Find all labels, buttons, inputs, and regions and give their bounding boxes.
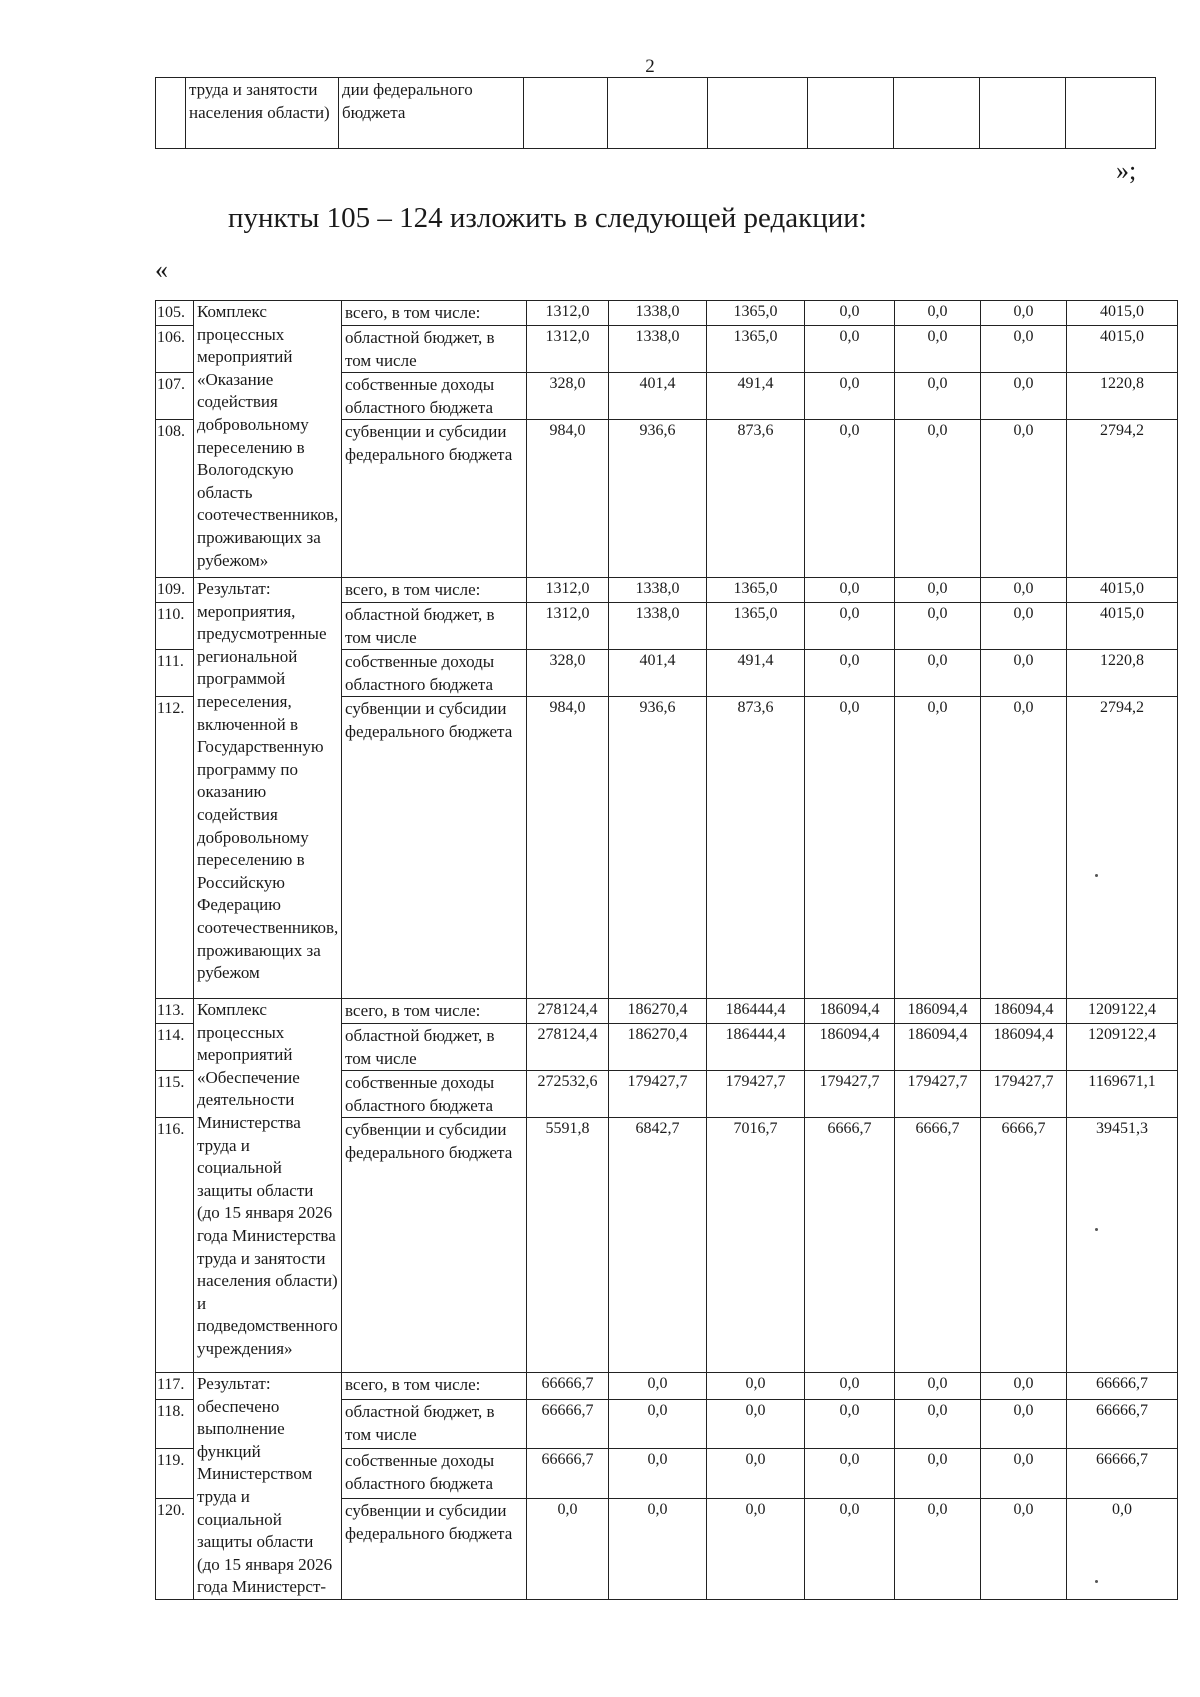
value-cell: 984,0 xyxy=(527,697,609,999)
value-cell: 0,0 xyxy=(981,603,1067,650)
total-value-cell: 1169671,1 xyxy=(1067,1071,1178,1118)
value-cell: 984,0 xyxy=(527,420,609,578)
value-cell: 401,4 xyxy=(609,373,707,420)
value-cell: 0,0 xyxy=(895,301,981,326)
value-cell: 1365,0 xyxy=(707,301,805,326)
value-cell: 0,0 xyxy=(805,326,895,373)
funding-source-label: всего, в том числе: xyxy=(342,578,527,603)
value-cell: 0,0 xyxy=(981,420,1067,578)
row-number: 119. xyxy=(156,1449,194,1499)
row-number: 120. xyxy=(156,1499,194,1600)
value-cell: 0,0 xyxy=(805,578,895,603)
value-cell: 6666,7 xyxy=(895,1118,981,1373)
value-cell: 0,0 xyxy=(707,1399,805,1449)
value-cell: 0,0 xyxy=(895,1449,981,1499)
value-cell: 1338,0 xyxy=(609,603,707,650)
value-cell: 0,0 xyxy=(805,301,895,326)
total-value-cell: 2794,2 xyxy=(1067,420,1178,578)
value-cell: 0,0 xyxy=(609,1373,707,1400)
value-cell: 873,6 xyxy=(707,420,805,578)
value-cell: 0,0 xyxy=(895,373,981,420)
value-cell: 0,0 xyxy=(805,650,895,697)
row-number: 115. xyxy=(156,1071,194,1118)
cont-value-cell xyxy=(808,78,894,149)
value-cell: 0,0 xyxy=(895,697,981,999)
activity-description: Результат: обеспечено выполнение функций Министерством труда и социальной защиты области (до 15 января 2026 года Министерст- xyxy=(194,1373,342,1600)
total-value-cell: 1209122,4 xyxy=(1067,999,1178,1024)
value-cell: 186094,4 xyxy=(981,1024,1067,1071)
row-number: 114. xyxy=(156,1024,194,1071)
value-cell: 0,0 xyxy=(805,1499,895,1600)
continuation-table xyxy=(155,77,1156,149)
value-cell: 328,0 xyxy=(527,373,609,420)
funding-source-label: субвенции и субсидии федерального бюджета xyxy=(342,420,527,578)
value-cell: 5591,8 xyxy=(527,1118,609,1373)
value-cell: 0,0 xyxy=(895,578,981,603)
budget-table xyxy=(155,300,1178,1600)
row-number: 107. xyxy=(156,373,194,420)
value-cell: 0,0 xyxy=(895,420,981,578)
value-cell: 1365,0 xyxy=(707,326,805,373)
value-cell: 186094,4 xyxy=(805,999,895,1024)
total-value-cell: 1209122,4 xyxy=(1067,1024,1178,1071)
value-cell: 0,0 xyxy=(805,420,895,578)
value-cell: 0,0 xyxy=(805,1449,895,1499)
row-number: 110. xyxy=(156,603,194,650)
funding-source-label: собственные доходы областного бюджета xyxy=(342,650,527,697)
value-cell: 0,0 xyxy=(981,373,1067,420)
total-value-cell: 4015,0 xyxy=(1067,578,1178,603)
row-number: 109. xyxy=(156,578,194,603)
funding-source-label: областной бюджет, в том числе xyxy=(342,603,527,650)
value-cell: 0,0 xyxy=(895,326,981,373)
row-number: 111. xyxy=(156,650,194,697)
value-cell: 1365,0 xyxy=(707,578,805,603)
activity-description: Комплекс процессных мероприятий «Оказание содействия добровольному переселению в Вологодскую область соотечественников, проживающих за рубежом» xyxy=(194,301,342,578)
value-cell: 0,0 xyxy=(981,326,1067,373)
row-number: 118. xyxy=(156,1399,194,1449)
funding-source-label: всего, в том числе: xyxy=(342,999,527,1024)
funding-source-label: собственные доходы областного бюджета xyxy=(342,1449,527,1499)
value-cell: 873,6 xyxy=(707,697,805,999)
value-cell: 0,0 xyxy=(895,603,981,650)
funding-source-label: субвенции и субсидии федерального бюджета xyxy=(342,1499,527,1600)
value-cell: 278124,4 xyxy=(527,999,609,1024)
row-number: 116. xyxy=(156,1118,194,1373)
value-cell: 186094,4 xyxy=(981,999,1067,1024)
total-value-cell: 1220,8 xyxy=(1067,373,1178,420)
value-cell: 66666,7 xyxy=(527,1399,609,1449)
value-cell: 1312,0 xyxy=(527,578,609,603)
total-value-cell: 66666,7 xyxy=(1067,1373,1178,1400)
scan-speck xyxy=(1095,874,1098,877)
total-value-cell: 39451,3 xyxy=(1067,1118,1178,1373)
value-cell: 1365,0 xyxy=(707,603,805,650)
value-cell: 278124,4 xyxy=(527,1024,609,1071)
cont-row-number-cell xyxy=(156,78,186,149)
value-cell: 0,0 xyxy=(805,697,895,999)
cont-description-cell: труда и занятости населения области) xyxy=(186,78,339,149)
value-cell: 186444,4 xyxy=(707,999,805,1024)
value-cell: 0,0 xyxy=(981,1399,1067,1449)
value-cell: 936,6 xyxy=(609,697,707,999)
value-cell: 0,0 xyxy=(981,1449,1067,1499)
cont-value-cell xyxy=(608,78,708,149)
row-number: 105. xyxy=(156,301,194,326)
value-cell: 186094,4 xyxy=(895,1024,981,1071)
value-cell: 179427,7 xyxy=(805,1071,895,1118)
table-row xyxy=(156,999,1178,1024)
cont-value-cell xyxy=(980,78,1066,149)
value-cell: 0,0 xyxy=(707,1373,805,1400)
value-cell: 186444,4 xyxy=(707,1024,805,1071)
row-number: 106. xyxy=(156,326,194,373)
activity-description: Комплекс процессных мероприятий «Обеспечение деятельности Министерства труда и социальной защиты области (до 15 января 2026 года Министерства труда и занятости населения области) и подведомственного учреждения» xyxy=(194,999,342,1373)
value-cell: 272532,6 xyxy=(527,1071,609,1118)
value-cell: 491,4 xyxy=(707,650,805,697)
value-cell: 7016,7 xyxy=(707,1118,805,1373)
value-cell: 1312,0 xyxy=(527,603,609,650)
value-cell: 6842,7 xyxy=(609,1118,707,1373)
value-cell: 0,0 xyxy=(981,578,1067,603)
funding-source-label: областной бюджет, в том числе xyxy=(342,1399,527,1449)
total-value-cell: 66666,7 xyxy=(1067,1399,1178,1449)
amendment-heading: пункты 105 – 124 изложить в следующей редакции: xyxy=(228,202,867,234)
page-number: 2 xyxy=(645,56,655,77)
value-cell: 1338,0 xyxy=(609,301,707,326)
value-cell: 0,0 xyxy=(609,1449,707,1499)
closing-quote: »; xyxy=(1116,156,1137,185)
value-cell: 186270,4 xyxy=(609,999,707,1024)
value-cell: 179427,7 xyxy=(895,1071,981,1118)
value-cell: 1312,0 xyxy=(527,326,609,373)
opening-quote: « xyxy=(155,255,168,284)
activity-description: Результат: мероприятия, предусмотренные региональной программой переселения, включенной в Государственную программу по оказанию содействия добровольному переселению в Российскую Федерацию соотечественников, проживающих за рубежом xyxy=(194,578,342,999)
value-cell: 6666,7 xyxy=(981,1118,1067,1373)
total-value-cell: 4015,0 xyxy=(1067,603,1178,650)
cont-value-cell xyxy=(894,78,980,149)
value-cell: 0,0 xyxy=(981,650,1067,697)
value-cell: 0,0 xyxy=(707,1499,805,1600)
value-cell: 1312,0 xyxy=(527,301,609,326)
value-cell: 0,0 xyxy=(895,1499,981,1600)
scan-speck xyxy=(1095,1228,1098,1231)
funding-source-label: всего, в том числе: xyxy=(342,301,527,326)
value-cell: 0,0 xyxy=(981,301,1067,326)
table-row xyxy=(156,1373,1178,1400)
value-cell: 401,4 xyxy=(609,650,707,697)
value-cell: 0,0 xyxy=(707,1449,805,1499)
total-value-cell: 66666,7 xyxy=(1067,1449,1178,1499)
row-number: 112. xyxy=(156,697,194,999)
funding-source-label: всего, в том числе: xyxy=(342,1373,527,1400)
table-row xyxy=(156,301,1178,326)
value-cell: 0,0 xyxy=(527,1499,609,1600)
value-cell: 186094,4 xyxy=(805,1024,895,1071)
total-value-cell: 0,0 xyxy=(1067,1499,1178,1600)
funding-source-label: собственные доходы областного бюджета xyxy=(342,373,527,420)
cont-value-cell xyxy=(708,78,808,149)
funding-source-label: субвенции и субсидии федерального бюджета xyxy=(342,1118,527,1373)
value-cell: 186270,4 xyxy=(609,1024,707,1071)
value-cell: 0,0 xyxy=(981,1499,1067,1600)
value-cell: 0,0 xyxy=(981,697,1067,999)
total-value-cell: 4015,0 xyxy=(1067,301,1178,326)
value-cell: 328,0 xyxy=(527,650,609,697)
value-cell: 66666,7 xyxy=(527,1373,609,1400)
value-cell: 0,0 xyxy=(805,1373,895,1400)
cont-label-cell: дии федерального бюджета xyxy=(339,78,524,149)
cont-value-cell xyxy=(1066,78,1156,149)
table-row xyxy=(156,578,1178,603)
value-cell: 1338,0 xyxy=(609,578,707,603)
funding-source-label: собственные доходы областного бюджета xyxy=(342,1071,527,1118)
value-cell: 66666,7 xyxy=(527,1449,609,1499)
continuation-row xyxy=(156,78,1156,149)
row-number: 113. xyxy=(156,999,194,1024)
total-value-cell: 4015,0 xyxy=(1067,326,1178,373)
funding-source-label: областной бюджет, в том числе xyxy=(342,1024,527,1071)
value-cell: 0,0 xyxy=(805,373,895,420)
value-cell: 0,0 xyxy=(805,1399,895,1449)
value-cell: 0,0 xyxy=(609,1399,707,1449)
value-cell: 179427,7 xyxy=(609,1071,707,1118)
scan-speck xyxy=(1095,1580,1098,1583)
value-cell: 0,0 xyxy=(609,1499,707,1600)
value-cell: 0,0 xyxy=(805,603,895,650)
value-cell: 491,4 xyxy=(707,373,805,420)
value-cell: 936,6 xyxy=(609,420,707,578)
value-cell: 0,0 xyxy=(895,1399,981,1449)
total-value-cell: 1220,8 xyxy=(1067,650,1178,697)
value-cell: 1338,0 xyxy=(609,326,707,373)
value-cell: 0,0 xyxy=(981,1373,1067,1400)
value-cell: 179427,7 xyxy=(707,1071,805,1118)
value-cell: 186094,4 xyxy=(895,999,981,1024)
funding-source-label: областной бюджет, в том числе xyxy=(342,326,527,373)
funding-source-label: субвенции и субсидии федерального бюджета xyxy=(342,697,527,999)
value-cell: 6666,7 xyxy=(805,1118,895,1373)
value-cell: 0,0 xyxy=(895,1373,981,1400)
row-number: 108. xyxy=(156,420,194,578)
value-cell: 0,0 xyxy=(895,650,981,697)
cont-value-cell xyxy=(524,78,608,149)
row-number: 117. xyxy=(156,1373,194,1400)
total-value-cell: 2794,2 xyxy=(1067,697,1178,999)
value-cell: 179427,7 xyxy=(981,1071,1067,1118)
